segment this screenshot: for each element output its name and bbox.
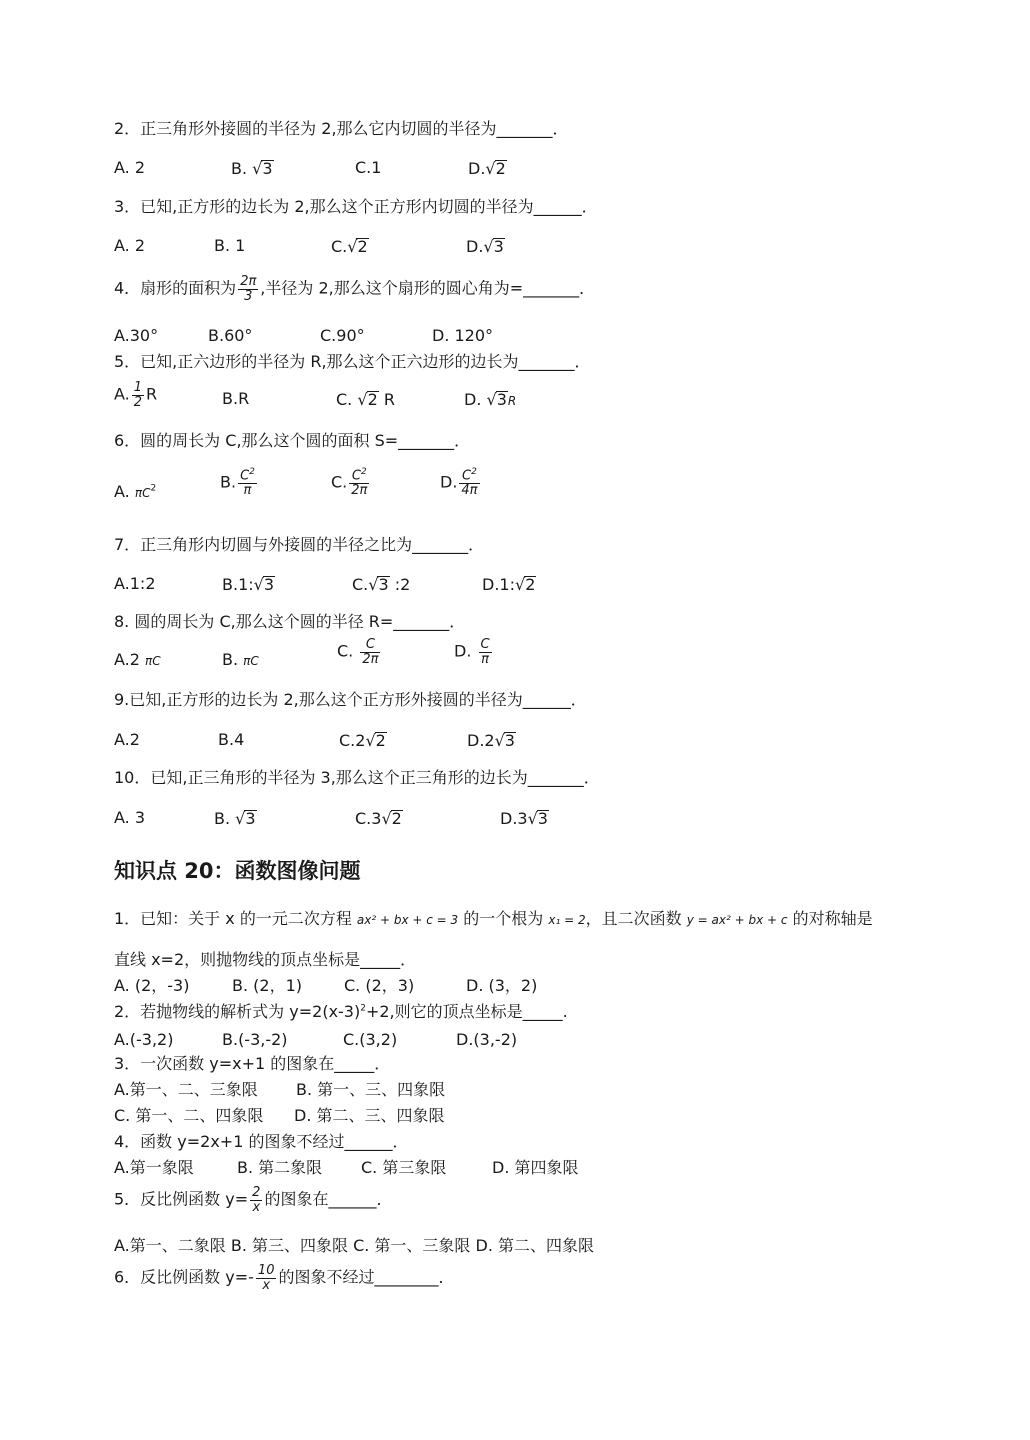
question-8-option-c: C. $\frac{C}{2\pi}$ — [337, 637, 379, 667]
question-3-option-c: C.√2 — [331, 237, 368, 256]
question-3-option-a: A. 2 — [114, 236, 146, 255]
question-4-option-c: C.90° — [320, 326, 365, 345]
sector-area-fraction: $\frac{2\pi}{3}$ — [240, 274, 257, 304]
question-7-option-a: A.1:2 — [114, 574, 156, 593]
question-7-option-b: B.1:√3 — [222, 575, 275, 594]
question-2-option-a: A. 2 — [114, 158, 146, 177]
question-9-option-a: A.2 — [114, 730, 140, 749]
function-question-4-stem: 4．函数 y=2x+1 的图象不经过______． — [114, 1132, 409, 1151]
question-2-option-c: C.1 — [355, 158, 382, 177]
question-2-option-b: B. √3 — [231, 159, 273, 178]
function-question-3-option-c: C. 第一、二、四象限 — [114, 1106, 264, 1125]
question-4-option-a: A.30° — [114, 326, 159, 345]
function-question-2-option-a: A.(-3,2) — [114, 1030, 174, 1049]
question-4-stem: 4．扇形的面积为 $\frac{2\pi}{3}$ ,半径为 2,那么这个扇形的圆心角为=_______． — [114, 274, 596, 304]
function-question-5-options: A.第一、二象限 B. 第三、四象限 C. 第一、三象限 D. 第二、四象限 — [114, 1236, 594, 1255]
question-10-option-a: A. 3 — [114, 808, 146, 827]
function-question-2-option-b: B.(-3,-2) — [222, 1030, 288, 1049]
question-5-option-c: C. √2 R — [336, 390, 395, 409]
question-3-stem: 3．已知,正方形的边长为 2,那么这个正方形内切圆的半径为______． — [114, 197, 598, 216]
function-question-4-option-a: A.第一象限 — [114, 1158, 194, 1177]
question-2-stem: 2．正三角形外接圆的半径为 2,那么它内切圆的半径为_______． — [114, 119, 569, 138]
function-question-1-option-b: B. (2，1) — [232, 976, 302, 995]
function-question-6-stem: 6．反比例函数 y=- $\frac{10}{x}$ 的图象不经过________． — [114, 1263, 455, 1293]
question-8-option-a: A.2 πC — [114, 650, 161, 669]
question-6-option-b: B. $\frac{C^2}{\pi}$ — [220, 467, 255, 498]
question-10-option-c: C.3√2 — [355, 809, 402, 828]
question-4-option-b: B.60° — [208, 326, 253, 345]
question-9-option-d: D.2√3 — [467, 731, 515, 750]
question-9-option-c: C.2√2 — [339, 731, 386, 750]
question-4-option-d: D. 120° — [432, 326, 494, 345]
question-7-option-c: C.√3 :2 — [352, 575, 411, 594]
function-question-1-stem: 1．已知：关于 x 的一元二次方程 ax² + bx + c = 3 的一个根为 x₁ = 2，且二次函数 y = ax² + bx + c 的对称轴是 — [114, 909, 873, 928]
function-question-4-option-c: C. 第三象限 — [361, 1158, 447, 1177]
function-question-4-option-d: D. 第四象限 — [492, 1158, 579, 1177]
question-5-stem: 5．已知,正六边形的半径为 R,那么这个正六边形的边长为_______． — [114, 352, 591, 371]
question-9-option-b: B.4 — [218, 730, 245, 749]
question-10-stem: 10．已知,正三角形的半径为 3,那么这个正三角形的边长为_______． — [114, 768, 600, 787]
question-6-option-c: C. $\frac{C^2}{2\pi}$ — [331, 467, 368, 498]
question-3-option-d: D.√3 — [466, 237, 504, 256]
function-question-2-option-c: C.(3,2) — [343, 1030, 398, 1049]
question-8-stem: 8. 圆的周长为 C,那么这个圆的半径 R=_______． — [114, 612, 466, 631]
function-question-1-option-c: C. (2，3) — [344, 976, 415, 995]
question-10-option-d: D.3√3 — [500, 809, 548, 828]
question-5-option-d: D. √3R — [464, 390, 517, 409]
question-6-option-d: D. $\frac{C^2}{4\pi}$ — [440, 467, 478, 498]
question-5-option-a: A. $\frac{1}{2}$ R — [114, 380, 158, 410]
function-question-4-option-b: B. 第二象限 — [237, 1158, 323, 1177]
question-7-stem: 7．正三角形内切圆与外接圆的半径之比为_______． — [114, 535, 485, 554]
question-10-option-b: B. √3 — [214, 809, 256, 828]
function-question-3-stem: 3．一次函数 y=x+1 的图象在_____． — [114, 1054, 391, 1073]
function-question-5-stem: 5．反比例函数 y= $\frac{2}{x}$ 的图象在______． — [114, 1185, 393, 1215]
function-question-1-stem-line-2: 直线 x=2，则抛物线的顶点坐标是_____． — [114, 950, 417, 969]
function-question-1-option-d: D. (3，2) — [466, 976, 538, 995]
question-8-option-b: B. πC — [222, 650, 259, 669]
question-8-option-d: D. $\frac{C}{\pi}$ — [454, 637, 490, 667]
function-question-3-option-a: A.第一、二、三象限 — [114, 1080, 258, 1099]
function-question-3-option-d: D. 第二、三、四象限 — [294, 1106, 445, 1125]
section-title: 知识点 20：函数图像问题 — [114, 859, 361, 883]
question-2-option-d: D.√2 — [468, 159, 506, 178]
question-5-option-b: B.R — [222, 389, 250, 408]
function-question-1-option-a: A. (2，-3) — [114, 976, 190, 995]
question-9-stem: 9.已知,正方形的边长为 2,那么这个正方形外接圆的半径为______． — [114, 690, 587, 709]
question-3-option-b: B. 1 — [214, 236, 246, 255]
function-question-2-stem: 2．若抛物线的解析式为 $y=2(x-3)^2+2$,则它的顶点坐标是_____. — [114, 1002, 568, 1021]
function-question-3-option-b: B. 第一、三、四象限 — [296, 1080, 446, 1099]
function-question-2-option-d: D.(3,-2) — [456, 1030, 518, 1049]
question-6-option-a: A. $\pi C^2$ — [114, 482, 157, 501]
question-7-option-d: D.1:√2 — [482, 575, 536, 594]
question-6-stem: 6．圆的周长为 C,那么这个圆的面积 S=_______． — [114, 431, 471, 450]
